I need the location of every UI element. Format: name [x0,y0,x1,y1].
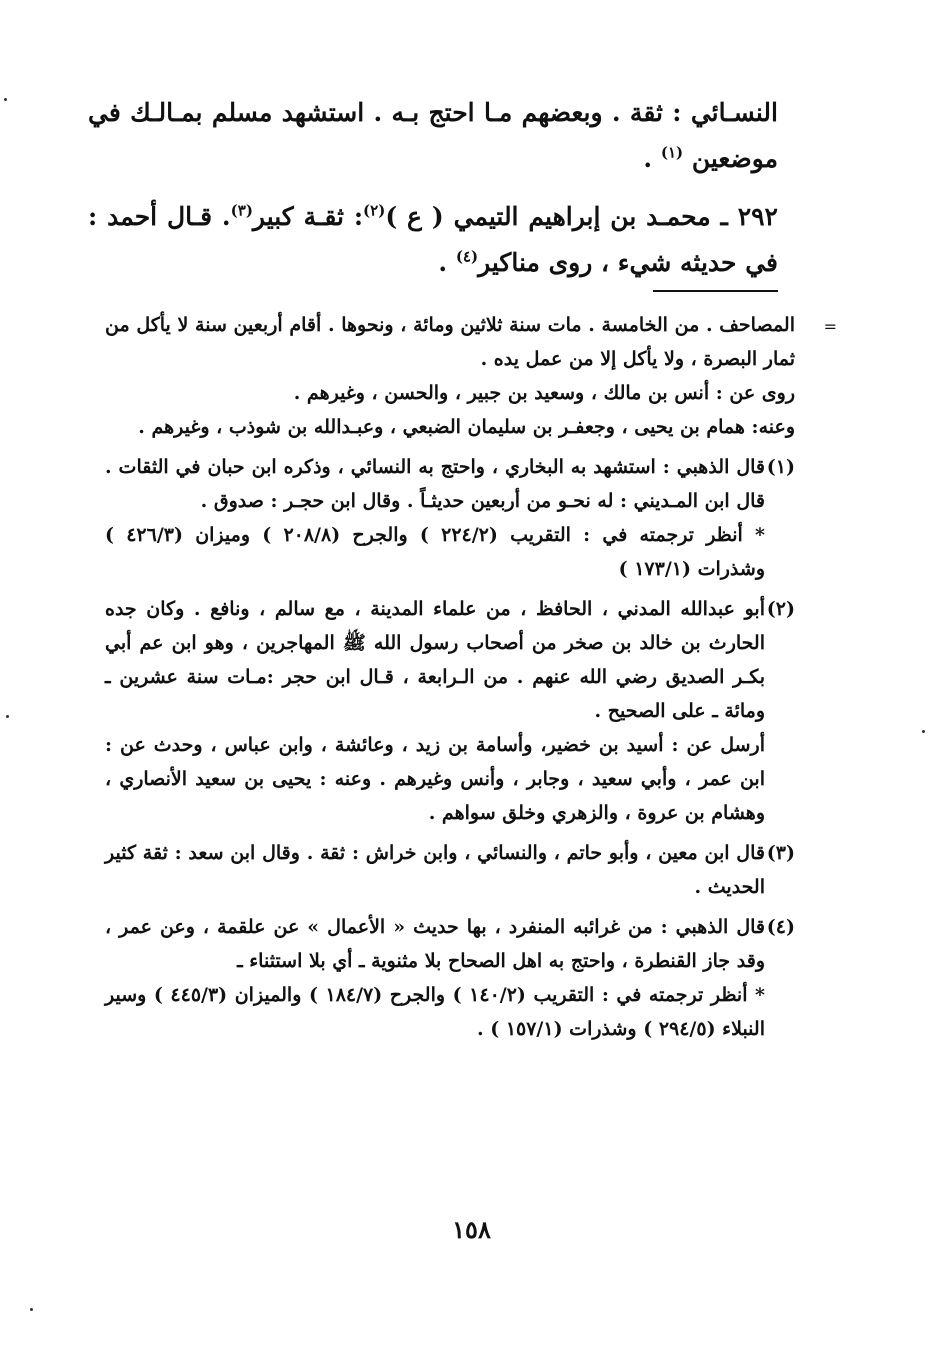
footnote-1-marker: (١) [766,456,795,478]
page-number: ١٥٨ [452,1215,491,1244]
footnote-4 [105,910,795,1046]
footnote-ref-4[interactable]: (٤) [455,247,479,266]
footnote-3 [105,836,795,904]
footnote-1-references: * أنظر ترجمته في : التقريب (٢٢٤/٢ ) والجرح (٢٠٨/٨ ) وميزان (٤٢٦/٣ ) وشذرات (١٧٣/١ ) [105,524,765,580]
footnotes-section [105,308,837,1052]
entry-statement: . قـال أحمد : في حديثه شيء ، روى مناكير [88,202,778,277]
footnote-ref-3[interactable]: (٣) [230,201,253,220]
footnote-1 [105,450,795,586]
entry-end: . [438,248,456,277]
footnote-2-paragraph-2: أرسل عن : أسيد بن خضير، وأسامة بن زيد ، وعائشة ، وابن عباس ، وحدث عن : ابن عمر ، وأبي سعيد ، وجابر ، وأنس وغيرهم . وعنه : يحيى بن سعيد الأنصاري ، وهشام بن عروة ، والزهري وخلق سواهم . [105,734,765,824]
entry-grade: : ثقـة كبير [252,202,364,231]
scan-speck [30,1308,33,1311]
continuation-paragraph-1: المصاحف . من الخامسة . مات سنة ثلاثين ومائة ، ونحوها . أقام أربعين سنة لا يأكل من ثمار البصرة ، ولا يأكل إلا من عمل يده . [105,314,795,370]
footnote-4-references: * أنظر ترجمته في : التقريب (١٤٠/٢ ) والجرح (١٨٤/٧ ) والميزان (٤٤٥/٣ ) وسير النبلاء (٢٩٤/٥ ) وشذرات (١٥٧/١ ) . [105,984,765,1040]
footnote-ref-1[interactable]: (١) [660,143,684,162]
scan-speck [4,98,7,101]
footnote-1-paragraph-1: قال الذهبي : استشهد به البخاري ، واحتج به النسائي ، وذكره ابن حبان في الثقات . قال ابن المـديني : له نحـو من أربعين حديثـاً . وقال ابن حجـر : صدوق . [105,456,765,512]
footnote-ref-2[interactable]: (٢) [363,201,386,220]
biography-entry-292 [88,194,778,286]
continuation-paragraph-2: روى عن : أنس بن مالك ، وسعيد بن جبير ، والحسن ، وغيرهم . [293,382,795,404]
main-text [88,90,778,286]
scan-speck [922,730,925,733]
footnote-3-paragraph-1: قال ابن معين ، وأبو حاتم ، والنسائي ، وابن خراش : ثقة . وقال ابن سعد : ثقة كثير الحديث . [105,842,765,898]
footnote-3-marker: (٣) [766,842,795,864]
main-paragraph-1-text: النسـائي : ثقة . وبعضهم مـا احتج بـه . استشهد مسلم بمـالـك في موضعين [88,98,778,173]
footnote-separator [653,290,778,292]
footnote-2-paragraph-1: أبو عبدالله المدني ، الحافظ ، من علماء المدينة ، مع سالم ، ونافع . وكان جده الحارث بن خالد بن صخر من أصحاب رسول الله ﷺ المهاجرين ، وهو ابن عم أبي بكـر الصديق رضي الله عنهم . من الـرابعة ، قـال ابن حجر :مـات سنة عشرين ـ ومائة ـ على الصحيح . [105,598,765,722]
main-paragraph-1 [88,90,778,182]
entry-heading: ٢٩٢ ـ محمـد بن إبراهيم التيمي ( ع ) [385,202,778,231]
footnote-continuation [105,308,837,444]
continuation-paragraph-3: وعنه: همام بن يحيى ، وجعفـر بن سليمان الضبعي ، وعبـدالله بن شوذب ، وغيرهم . [138,416,795,438]
main-paragraph-1-end: . [643,144,661,173]
footnote-2-marker: (٢) [766,598,795,620]
footnote-4-marker: (٤) [766,916,795,938]
footnote-2 [105,592,795,830]
footnote-4-paragraph-1: قال الذهبي : من غرائبه المنفرد ، بها حديث « الأعمال » عن علقمة ، وعن عمر ، وقد جاز القنطرة ، واحتج به اهل الصحاح بلا مثنوية ـ أي بلا استثناء ـ [105,916,765,972]
continuation-mark: = [823,317,837,336]
scan-speck [6,715,9,718]
